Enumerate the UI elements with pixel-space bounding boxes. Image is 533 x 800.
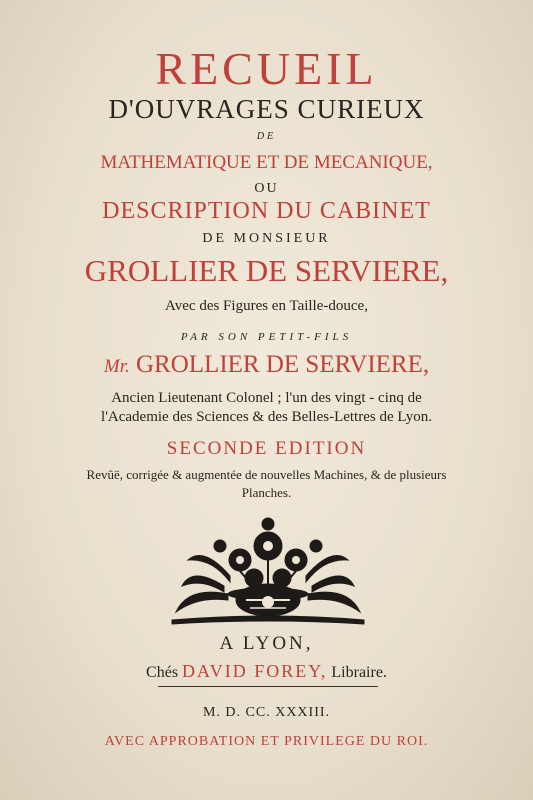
title-de: DE (256, 131, 277, 142)
imprint-ches: Chés (146, 664, 179, 681)
imprint-printer-line (0, 661, 533, 682)
edition-desc-1: Revûë, corrigée & augmentée de nouvelles Machines, & de plusieurs (86, 467, 447, 482)
title-de-monsieur: DE MONSIEUR (202, 231, 331, 246)
edition-title: SECONDE EDITION (166, 438, 367, 459)
author-par-son-petit-fils: PAR SON PETIT-FILS (180, 331, 353, 343)
imprint-year: M. D. CC. XXXIII. (202, 705, 331, 720)
title-ou: OU (254, 181, 279, 196)
author-name: GROLLIER DE SERVIERE, (136, 351, 430, 378)
title-ouvrages-curieux: D'OUVRAGES CURIEUX (108, 94, 425, 124)
imprint-privilege: AVEC APPROBATION ET PRIVILEGE DU ROI. (104, 734, 429, 749)
author-desc-2: l'Academie des Sciences & des Belles-Lettres de Lyon. (101, 409, 432, 425)
title-figures: Avec des Figures en Taille-douce, (165, 298, 368, 314)
edition-desc-2: Planches. (241, 485, 292, 500)
author-prefix: Mr. (103, 356, 130, 377)
author-name-line (0, 351, 533, 379)
flower-basket-ornament-icon (168, 516, 368, 628)
imprint-libraire: Libraire. (331, 664, 387, 681)
imprint-divider (158, 686, 378, 687)
title-grollier-de-serviere: GROLLIER DE SERVIERE, (84, 253, 449, 288)
title-recueil: RECUEIL (155, 43, 378, 94)
imprint-printer: DAVID FOREY, (182, 661, 328, 681)
imprint-city: A LYON, (219, 633, 314, 654)
author-desc-1: Ancien Lieutenant Colonel ; l'un des vingt - cinq de (111, 390, 422, 406)
title-mathematique: MATHEMATIQUE ET DE MECANIQUE, (100, 152, 433, 173)
title-description-cabinet: DESCRIPTION DU CABINET (102, 198, 431, 224)
